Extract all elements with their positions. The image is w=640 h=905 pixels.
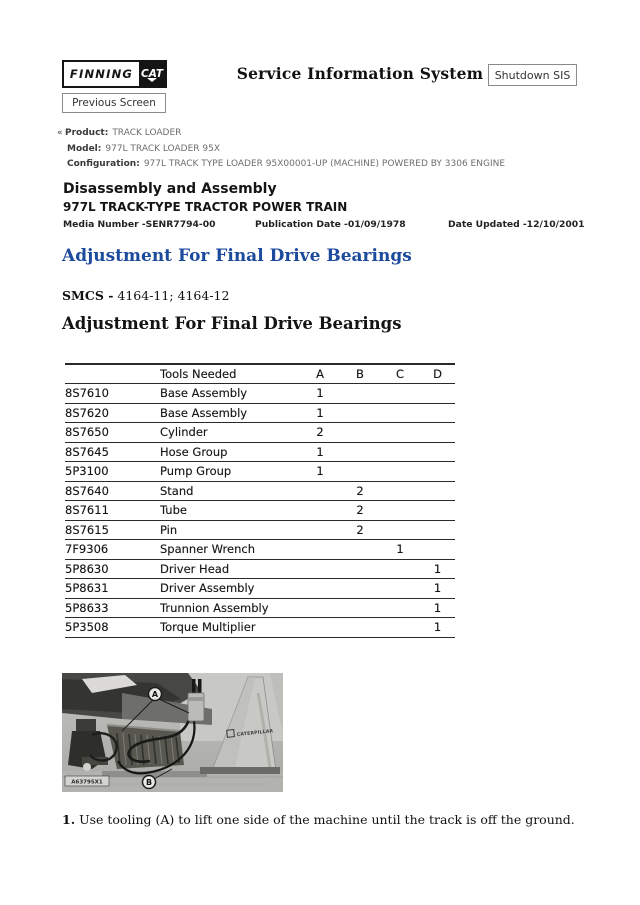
document-section-title: Disassembly and Assembly [63, 181, 277, 197]
table-row [65, 559, 455, 579]
qty-a [300, 598, 340, 618]
qty-d [420, 442, 455, 462]
media-number: Media Number -SENR7794-00 [63, 219, 216, 230]
header-col-c: C [380, 364, 420, 384]
collapse-chevron-icon: « [57, 128, 63, 138]
qty-b: 2 [340, 501, 380, 521]
table-row [65, 520, 455, 540]
publication-date: Publication Date -01/09/1978 [255, 219, 406, 230]
table-header-row [65, 364, 455, 384]
table-row [65, 481, 455, 501]
product-line [57, 126, 505, 142]
table-row [65, 598, 455, 618]
model-label: Model: [67, 143, 102, 154]
qty-c [380, 579, 420, 599]
tool-number: 5P3508 [65, 618, 160, 638]
qty-a: 1 [300, 462, 340, 482]
tool-description: Spanner Wrench [160, 540, 300, 560]
tool-description: Trunnion Assembly [160, 598, 300, 618]
qty-c [380, 462, 420, 482]
table-row [65, 403, 455, 423]
qty-b [340, 462, 380, 482]
tool-description: Base Assembly [160, 403, 300, 423]
qty-b: 2 [340, 481, 380, 501]
qty-a [300, 579, 340, 599]
article-body-title: Adjustment For Final Drive Bearings [62, 314, 402, 333]
callout-b-letter: B [145, 778, 153, 787]
table-row [65, 462, 455, 482]
qty-b [340, 598, 380, 618]
media-info-line [63, 219, 583, 232]
qty-c [380, 501, 420, 521]
tool-number: 8S7645 [65, 442, 160, 462]
page-title: Service Information System [236, 64, 484, 83]
header-col-d: D [420, 364, 455, 384]
photo-id-label [65, 776, 109, 786]
qty-a [300, 501, 340, 521]
tool-description: Pin [160, 520, 300, 540]
tools-table-body [65, 384, 455, 638]
qty-d [420, 423, 455, 443]
model-value: 977L TRACK LOADER 95X [105, 143, 220, 154]
table-row [65, 579, 455, 599]
tool-number: 5P8630 [65, 559, 160, 579]
tool-number: 8S7620 [65, 403, 160, 423]
qty-a: 1 [300, 384, 340, 404]
qty-b [340, 423, 380, 443]
qty-b [340, 442, 380, 462]
tool-number: 5P8633 [65, 598, 160, 618]
qty-c [380, 423, 420, 443]
qty-b [340, 579, 380, 599]
model-line [57, 142, 505, 158]
tool-number: 5P8631 [65, 579, 160, 599]
qty-a [300, 618, 340, 638]
configuration-line [57, 157, 505, 173]
qty-d [420, 501, 455, 521]
header-col-b: B [340, 364, 380, 384]
table-row [65, 618, 455, 638]
qty-d [420, 540, 455, 560]
previous-screen-button[interactable]: Previous Screen [62, 93, 166, 113]
qty-a [300, 540, 340, 560]
qty-c [380, 481, 420, 501]
tool-number: 7F9306 [65, 540, 160, 560]
qty-b [340, 384, 380, 404]
qty-b [340, 559, 380, 579]
tool-number: 5P3100 [65, 462, 160, 482]
qty-a [300, 520, 340, 540]
table-row [65, 501, 455, 521]
smcs-label: SMCS - [62, 288, 114, 303]
table-row [65, 442, 455, 462]
tool-description: Tube [160, 501, 300, 521]
qty-a: 2 [300, 423, 340, 443]
configuration-label: Configuration: [67, 159, 140, 169]
step-1 [62, 812, 587, 827]
qty-a: 1 [300, 403, 340, 423]
qty-d: 1 [420, 559, 455, 579]
table-row [65, 384, 455, 404]
qty-a [300, 481, 340, 501]
tool-description: Cylinder [160, 423, 300, 443]
header-col-a: A [300, 364, 340, 384]
qty-d [420, 481, 455, 501]
qty-c: 1 [380, 540, 420, 560]
qty-b [340, 618, 380, 638]
shutdown-sis-button[interactable]: Shutdown SIS [488, 64, 577, 86]
tool-number: 8S7610 [65, 384, 160, 404]
tool-description: Driver Head [160, 559, 300, 579]
product-value: TRACK LOADER [112, 128, 182, 138]
cat-logo-icon: CAT [139, 62, 165, 86]
tool-description: Base Assembly [160, 384, 300, 404]
tool-number: 8S7640 [65, 481, 160, 501]
configuration-value: 977L TRACK TYPE LOADER 95X00001-UP (MACHINE) POWERED BY 3306 ENGINE [143, 159, 506, 169]
smcs-line [62, 288, 229, 303]
tool-number: 8S7615 [65, 520, 160, 540]
callout-a-letter: A [151, 690, 159, 699]
caterpillar-stencil-text: CATERPILLAR [236, 729, 274, 738]
qty-c [380, 618, 420, 638]
table-row [65, 540, 455, 560]
qty-b [340, 403, 380, 423]
qty-d [420, 403, 455, 423]
qty-d [420, 384, 455, 404]
product-label: Product: [65, 128, 109, 138]
qty-a: 1 [300, 442, 340, 462]
tools-needed-table [65, 363, 455, 638]
tool-description: Pump Group [160, 462, 300, 482]
finning-logo-text: FINNING [69, 67, 134, 81]
header-tools-needed: Tools Needed [160, 364, 300, 384]
tool-number: 8S7611 [65, 501, 160, 521]
qty-c [380, 559, 420, 579]
qty-d [420, 462, 455, 482]
qty-d: 1 [420, 579, 455, 599]
qty-c [380, 598, 420, 618]
qty-b: 2 [340, 520, 380, 540]
qty-c [380, 384, 420, 404]
article-title-link: Adjustment For Final Drive Bearings [62, 246, 412, 266]
tool-description: Hose Group [160, 442, 300, 462]
qty-b [340, 540, 380, 560]
qty-d: 1 [420, 618, 455, 638]
smcs-codes: 4164-11; 4164-12 [117, 288, 230, 303]
tool-description: Stand [160, 481, 300, 501]
tool-number: 8S7650 [65, 423, 160, 443]
qty-d: 1 [420, 598, 455, 618]
document-subtitle: 977L TRACK-TYPE TRACTOR POWER TRAIN [63, 200, 348, 214]
step-1-number: 1. [62, 812, 76, 827]
tool-description: Driver Assembly [160, 579, 300, 599]
figure-photo [62, 673, 283, 792]
qty-c [380, 403, 420, 423]
qty-c [380, 442, 420, 462]
table-row [65, 423, 455, 443]
qty-c [380, 520, 420, 540]
tool-description: Torque Multiplier [160, 618, 300, 638]
step-1-text: Use tooling (A) to lift one side of the machine until the track is off the ground. [79, 812, 575, 827]
qty-d [420, 520, 455, 540]
photo-id-text: A63795X1 [71, 779, 103, 786]
date-updated: Date Updated -12/10/2001 [448, 219, 585, 230]
finning-cat-logo [62, 60, 167, 88]
header-blank [65, 364, 160, 384]
qty-a [300, 559, 340, 579]
product-info [57, 126, 505, 173]
